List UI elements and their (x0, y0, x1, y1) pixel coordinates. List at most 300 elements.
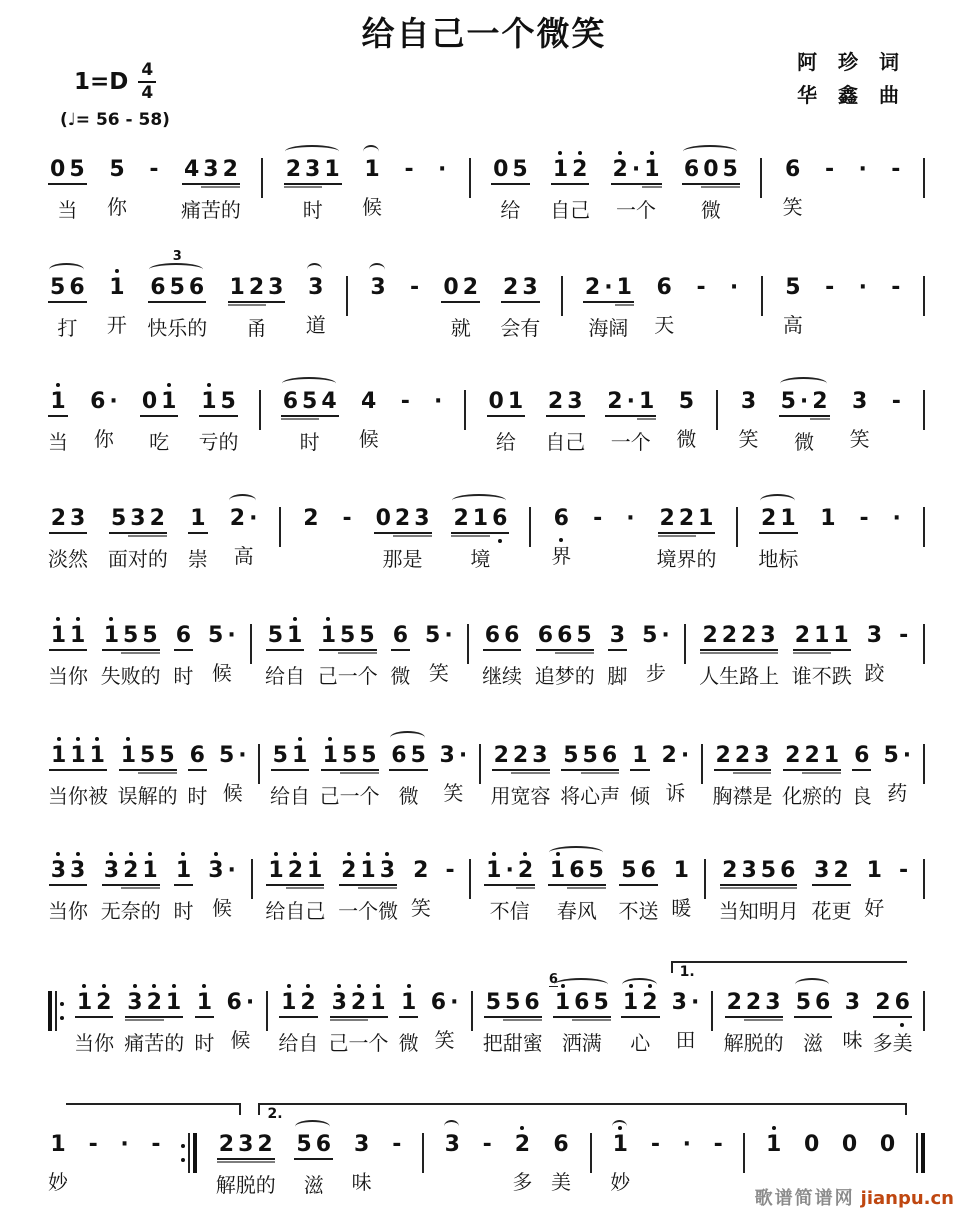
lyric-syllable: 笑 (782, 195, 803, 220)
note-group (436, 144, 448, 182)
note-char: 1 (290, 744, 309, 771)
note-char: 6 (389, 744, 408, 771)
note-char: 3 (671, 990, 687, 1015)
barline-glyph (743, 1119, 745, 1163)
note-token (670, 977, 702, 1053)
note-token (198, 376, 239, 455)
note-char: 5 (266, 624, 285, 651)
note-char: 5 (484, 991, 503, 1018)
lyric-syllable: 笑 (443, 781, 464, 806)
note-char: 6 (572, 991, 591, 1018)
note-token (187, 730, 208, 809)
lyric-syllable: 亏的 (198, 430, 239, 455)
note-group (611, 144, 662, 185)
note-group (49, 493, 88, 534)
note-group (423, 610, 455, 648)
note-char: 5 (121, 624, 140, 651)
note-char: - (825, 157, 835, 182)
note-char: 3 (530, 744, 549, 771)
note-token (408, 262, 421, 335)
lyric-syllable: 一个微 (338, 899, 399, 924)
note-token (88, 376, 120, 452)
note-group (779, 376, 830, 417)
note-char: 3 (378, 859, 397, 886)
note-token (429, 977, 461, 1053)
note-char: 6 (682, 158, 701, 185)
measure-row (48, 730, 925, 809)
note-token (712, 1119, 725, 1192)
note-group (107, 144, 126, 182)
barline (704, 845, 706, 924)
bar-thin (923, 624, 925, 664)
note-token (851, 730, 872, 809)
note-token (100, 845, 161, 924)
lyric-syllable: 微 (398, 784, 419, 809)
note-char: 5 (271, 744, 290, 771)
note-char: 2 (759, 507, 778, 534)
bar-thick (193, 1133, 197, 1173)
note-group (619, 845, 658, 886)
note-token (718, 845, 799, 924)
barline (479, 730, 481, 809)
note-group (793, 610, 851, 651)
note-group (266, 610, 305, 651)
note-token (107, 493, 168, 572)
note-char: 6 (226, 990, 242, 1015)
barline-glyph (346, 262, 348, 306)
barline (469, 845, 471, 924)
note-token (341, 493, 354, 566)
note-token (550, 144, 591, 223)
note-token (48, 144, 87, 223)
note-token (864, 845, 885, 921)
lyric-syllable: 笑 (849, 427, 870, 452)
note-char: · (892, 506, 901, 531)
lyric-syllable: 洒满 (561, 1031, 602, 1056)
bar-thin (188, 1133, 190, 1173)
bar-thin (469, 859, 471, 899)
note-char: 2 (247, 276, 266, 303)
note-char: 2 (298, 991, 317, 1018)
barline-glyph (469, 845, 471, 889)
barline-glyph (923, 977, 925, 1021)
lyric-syllable: 面对的 (107, 547, 168, 572)
note-token (487, 376, 526, 455)
score-line (48, 964, 925, 1061)
note-group (823, 262, 836, 300)
note-char: 2 (658, 507, 677, 534)
note-char: 2 (546, 390, 565, 417)
note-group (391, 610, 410, 651)
bar-thin (916, 1133, 918, 1173)
note-char: 2 (831, 859, 850, 886)
note-char: 1 (368, 991, 387, 1018)
note-group (481, 1119, 494, 1157)
lyric-syllable: 美 (550, 1170, 571, 1195)
note-char: 5 (779, 390, 798, 417)
note-group (865, 845, 884, 883)
note-char: 5 (218, 743, 235, 768)
note-token (48, 730, 108, 809)
bar-thin (469, 158, 471, 198)
note-char: 1 (812, 624, 831, 651)
note-char: 2 (492, 744, 511, 771)
lyric-syllable: 当你 (48, 664, 88, 689)
lyric-syllable: 心 (630, 1031, 651, 1056)
note-group (583, 262, 634, 303)
note-char: 5 (503, 991, 522, 1018)
note-char: 1 (820, 506, 836, 531)
barline (259, 376, 261, 455)
note-char: · (227, 623, 236, 648)
bar-thick (921, 1133, 925, 1173)
lyric-syllable: 淡然 (48, 547, 88, 572)
note-token (802, 1119, 821, 1192)
note-group (611, 1119, 630, 1157)
note-char: 2 (393, 507, 412, 534)
note-char: 4 (319, 390, 338, 417)
note-char: 6 (553, 506, 569, 531)
score-line (48, 144, 925, 228)
note-group (591, 493, 604, 531)
lyric-syllable: 境界的 (656, 547, 717, 572)
lyric-syllable: 候 (212, 896, 233, 921)
measure-row (48, 972, 925, 1056)
lyric-syllable: 当你 (48, 899, 88, 924)
barline-glyph (422, 1119, 424, 1163)
note-char: 3 (412, 507, 431, 534)
note-group (551, 144, 590, 185)
note-char: · (729, 275, 739, 300)
note-char: · (437, 157, 447, 182)
note-char: 2 (720, 624, 739, 651)
note-char: 5 (759, 859, 778, 886)
lyric-syllable: 给自己 (265, 899, 326, 924)
bar-thin (923, 991, 925, 1031)
note-token (444, 845, 457, 918)
note-char: 1 (642, 158, 661, 185)
volta-bracket (66, 1103, 241, 1115)
note-group (339, 845, 397, 886)
note-token (140, 376, 179, 455)
note-char: · (227, 858, 236, 883)
lyric-syllable: 微 (398, 1031, 419, 1056)
note-char: 3 (565, 390, 584, 417)
note-char: 2 (714, 744, 733, 771)
note-char: 1 (164, 991, 183, 1018)
note-token (857, 262, 869, 335)
note-char: - (696, 275, 706, 300)
bar-thin (346, 276, 348, 316)
note-group (118, 1119, 130, 1157)
note-char: - (859, 506, 869, 531)
note-token (328, 977, 389, 1056)
note-char: - (400, 389, 410, 414)
lyric-syllable: 田 (675, 1028, 696, 1053)
note-token (872, 977, 913, 1056)
note-char: 2 (94, 991, 113, 1018)
note-char: 5 (561, 744, 580, 771)
barline (923, 977, 925, 1056)
score-line (48, 376, 925, 460)
note-char: 1 (49, 624, 68, 651)
note-group (548, 845, 606, 886)
bar-thin (743, 1133, 745, 1173)
lyric-syllable: 微 (676, 427, 697, 452)
note-token (694, 262, 707, 335)
lyric-syllable: 解脱的 (215, 1173, 276, 1198)
note-char: 5 (591, 991, 610, 1018)
song-title: 给自己一个微笑 (361, 14, 607, 53)
note-char: 5 (340, 744, 359, 771)
barline (923, 845, 925, 924)
note-token (551, 493, 572, 569)
note-token (438, 730, 470, 806)
lyric-syllable: 药 (887, 781, 908, 806)
note-char: · (238, 743, 247, 768)
note-char: 3 (852, 389, 868, 414)
note-char: 1 (766, 1132, 782, 1157)
lyric-syllable: 候 (362, 195, 383, 220)
note-group (48, 144, 87, 185)
lyric-syllable: 笑 (428, 661, 449, 686)
note-token (794, 977, 833, 1056)
note-char: 2 (49, 507, 68, 534)
note-group (794, 977, 833, 1018)
lyric-syllable: 时 (173, 899, 194, 924)
note-char: 3 (739, 859, 758, 886)
barline (923, 610, 925, 689)
note-group (857, 493, 870, 531)
note-char: 2 (511, 744, 530, 771)
note-group (281, 376, 339, 417)
note-token (106, 262, 127, 338)
note-char: 3 (330, 991, 349, 1018)
note-char: 5 (581, 744, 600, 771)
note-char: · (626, 506, 635, 531)
bar-thin (590, 1133, 592, 1173)
bar-thin (760, 158, 762, 198)
barline-glyph (258, 730, 260, 774)
barline (422, 1119, 424, 1198)
note-group (48, 1119, 67, 1157)
note-group (658, 493, 716, 534)
note-char: 3 (444, 1132, 460, 1157)
note-char: 1 (266, 859, 285, 886)
note-char: 5 (219, 390, 238, 417)
note-char: 1 (471, 507, 490, 534)
note-group (818, 493, 837, 531)
note-char: - (392, 1132, 402, 1157)
note-token (284, 144, 342, 223)
note-char: 5 (109, 507, 128, 534)
note-char: - (713, 1132, 723, 1157)
lyric-syllable: 己一个 (319, 784, 380, 809)
note-token (545, 376, 586, 455)
repeat-dots (181, 1133, 185, 1173)
note-char: 3 (266, 276, 285, 303)
note-token (48, 845, 88, 924)
lyric-syllable: 高 (782, 313, 803, 338)
lyric-syllable: 自己 (545, 430, 586, 455)
bar-thin (279, 507, 281, 547)
note-group (88, 376, 120, 414)
note-char: 1 (50, 1132, 66, 1157)
lyric-syllable: 给自 (265, 664, 306, 689)
note-char: 0 (374, 507, 393, 534)
note-token (149, 1119, 162, 1192)
note-group (484, 977, 542, 1018)
note-char: 1 (637, 390, 656, 417)
lyric-syllable: 微 (794, 430, 815, 455)
note-char: 1 (68, 744, 87, 771)
note-group (451, 493, 509, 534)
note-group (271, 730, 310, 771)
note-char: 4 (182, 158, 201, 185)
bar-thin (266, 991, 268, 1031)
lyric-syllable: 自己 (550, 198, 591, 223)
barline-glyph (760, 144, 762, 188)
note-char: 3 (236, 1133, 255, 1160)
note-char: 6 (522, 991, 541, 1018)
note-group (608, 610, 627, 651)
note-char: 1 (119, 744, 138, 771)
note-group (284, 144, 342, 185)
note-token (712, 730, 773, 809)
lyric-syllable: 人生路上 (699, 664, 780, 689)
credits (797, 46, 906, 112)
measure-row (48, 493, 925, 572)
note-char: 2 (284, 158, 303, 185)
lyric-syllable: 时 (299, 430, 320, 455)
barline-glyph (916, 1119, 925, 1163)
note-group (783, 262, 802, 300)
lyric-syllable: 给自 (278, 1031, 319, 1056)
note-char: 2 (700, 624, 719, 651)
note-group (728, 262, 740, 300)
note-group (341, 493, 354, 531)
lyric-syllable: 候 (230, 1028, 251, 1053)
note-char: 0 (879, 1132, 896, 1157)
note-token (187, 493, 208, 572)
note-token (491, 144, 530, 223)
note-token (758, 493, 799, 572)
note-char: - (342, 506, 352, 531)
bar-thin (251, 859, 253, 899)
site-url-link[interactable]: jianpu.cn (860, 1188, 954, 1209)
note-group (87, 1119, 100, 1157)
barline-glyph (279, 493, 281, 537)
note-group (823, 144, 836, 182)
lyric-syllable: 跤 (864, 661, 885, 686)
note-char: · (120, 1132, 129, 1157)
bar-thin (55, 991, 57, 1031)
note-token (48, 376, 68, 455)
note-char: 3 (740, 389, 757, 414)
note-token (173, 610, 194, 689)
barline (923, 730, 925, 809)
note-token (610, 1119, 631, 1195)
note-group (107, 262, 126, 300)
note-group (850, 376, 869, 414)
note-group (677, 376, 696, 414)
volta-bracket (671, 961, 908, 980)
note-char: 1 (195, 991, 214, 1018)
note-token (278, 977, 319, 1056)
note-token (194, 977, 215, 1056)
lyric-syllable: 追梦的 (534, 664, 595, 689)
note-group (217, 1119, 275, 1160)
note-char: 2 (148, 507, 167, 534)
note-token (791, 610, 852, 689)
note-char: 1 (305, 859, 324, 886)
lyric-syllable: 倾 (629, 784, 650, 809)
note-token (305, 262, 326, 338)
lyric-syllable: 化瘀的 (782, 784, 843, 809)
note-char: 2 (221, 158, 240, 185)
note-char: 1 (88, 744, 107, 771)
lyric-syllable: 时 (194, 1031, 215, 1056)
note-token (583, 262, 634, 341)
note-char: - (445, 858, 455, 883)
note-char: 6 (778, 859, 797, 886)
note-token (842, 977, 863, 1053)
note-token (840, 1119, 859, 1192)
note-group (548, 972, 611, 1018)
note-char: 6 (430, 990, 447, 1015)
note-char: 5 (425, 623, 441, 648)
note-char: 5 (338, 624, 357, 651)
barline-glyph (704, 845, 706, 889)
note-char: 3 (763, 991, 782, 1018)
note-group (438, 730, 470, 768)
note-char: 5 (300, 390, 319, 417)
note-char: 2 (349, 991, 368, 1018)
note-char: 3 (68, 859, 87, 886)
note-char: 6 (813, 991, 832, 1018)
note-char: 5 (574, 624, 593, 651)
note-char: 3 (758, 624, 777, 651)
note-token (782, 144, 803, 220)
note-char: 1 (159, 390, 178, 417)
note-group (390, 1119, 403, 1157)
note-token (782, 730, 843, 809)
note-char: · (625, 390, 637, 417)
note-group (174, 845, 193, 886)
note-char: 6 (187, 276, 206, 303)
note-char: · (858, 157, 867, 182)
measure-row (48, 249, 925, 341)
note-group (432, 376, 444, 414)
note-char: 6 (555, 624, 574, 651)
note-group (852, 730, 871, 771)
lyric-syllable: 时 (187, 784, 208, 809)
note-char: 2 (121, 859, 140, 886)
composer-credit: 华 鑫 曲 (797, 83, 906, 107)
lyricist-credit: 阿 珍 词 (797, 50, 906, 74)
note-group (102, 845, 160, 886)
note-token (482, 977, 543, 1056)
note-char: 1 (673, 858, 689, 883)
barline (279, 493, 281, 572)
note-group (681, 1119, 693, 1157)
note-char: 1 (866, 858, 882, 883)
note-char: - (151, 1132, 161, 1157)
note-char: - (899, 623, 909, 648)
note-group (561, 730, 619, 771)
note-char: - (891, 157, 901, 182)
note-char: 3 (102, 859, 121, 886)
